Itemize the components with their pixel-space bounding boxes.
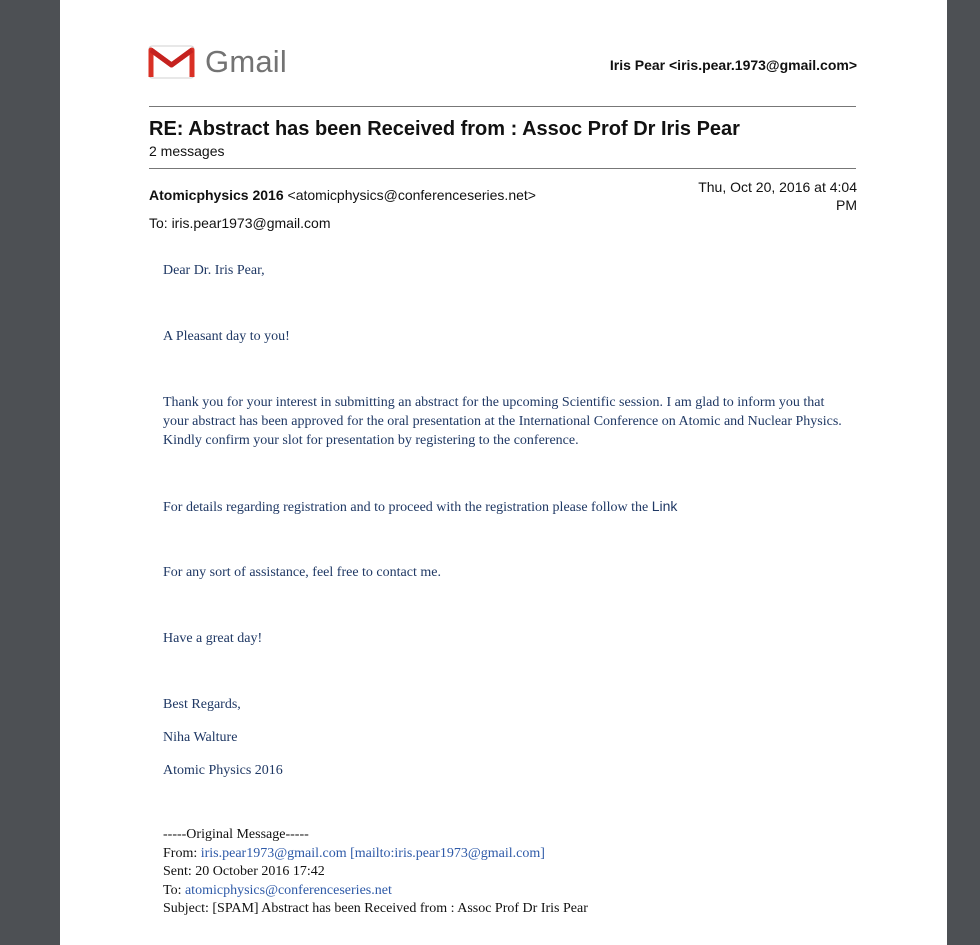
printed-page: [60, 0, 947, 945]
original-from-link[interactable]: iris.pear1973@gmail.com [mailto:iris.pear1973@gmail.com]: [200, 845, 545, 861]
account-identity: Iris Pear <iris.pear.1973@gmail.com>: [609, 57, 857, 73]
gmail-envelope-icon: [148, 44, 195, 80]
gmail-wordmark: Gmail: [205, 44, 287, 79]
original-to: [163, 882, 853, 901]
registration-link[interactable]: Link: [651, 498, 678, 514]
gmail-logo: [148, 44, 287, 80]
message-date: [667, 178, 857, 214]
original-from: [163, 845, 853, 864]
message-recipient: To: iris.pear1973@gmail.com: [149, 215, 331, 231]
message-count: 2 messages: [149, 143, 225, 159]
subject-divider: [149, 168, 856, 169]
thread-subject: RE: Abstract has been Received from : Assoc Prof Dr Iris Pear: [149, 118, 740, 140]
message-date-line2: PM: [836, 197, 857, 213]
original-separator: -----Original Message-----: [163, 827, 309, 842]
sender-name: Atomicphysics 2016: [149, 187, 284, 203]
original-subject: Subject: [SPAM] Abstract has been Received from : Assoc Prof Dr Iris Pear: [163, 901, 588, 916]
registration-text: For details regarding registration and to proceed with the registration please follow the: [163, 500, 649, 515]
approval-paragraph: Thank you for your interest in submitting an abstract for the upcoming Scientific session. I am glad to inform you that your abstract has been approved for the oral presentation at the International Conference on Atomic and Nuclear Physics. Kindly confirm your slot for presentation by registering to the conference.: [163, 395, 842, 448]
original-message-block: [163, 826, 853, 919]
sender-email: <atomicphysics@conferenceseries.net>: [287, 187, 536, 203]
pleasant-day-line: A Pleasant day to you!: [163, 329, 290, 344]
original-sent: Sent: 20 October 2016 17:42: [163, 864, 325, 879]
original-to-link[interactable]: atomicphysics@conferenceseries.net: [184, 882, 392, 898]
closing-regards: Best Regards,: [163, 697, 241, 712]
original-from-label: From:: [163, 845, 201, 861]
signer-name: Niha Walture: [163, 730, 238, 745]
assistance-line: For any sort of assistance, feel free to contact me.: [163, 565, 441, 580]
registration-paragraph: [163, 497, 853, 517]
greeting: Dear Dr. Iris Pear,: [163, 263, 265, 278]
message-date-line1: Thu, Oct 20, 2016 at 4:04: [698, 179, 857, 195]
great-day-line: Have a great day!: [163, 631, 263, 646]
original-to-label: To:: [163, 882, 185, 898]
header-divider: [149, 106, 856, 107]
message-sender: [149, 187, 536, 203]
signer-organization: Atomic Physics 2016: [163, 763, 283, 778]
